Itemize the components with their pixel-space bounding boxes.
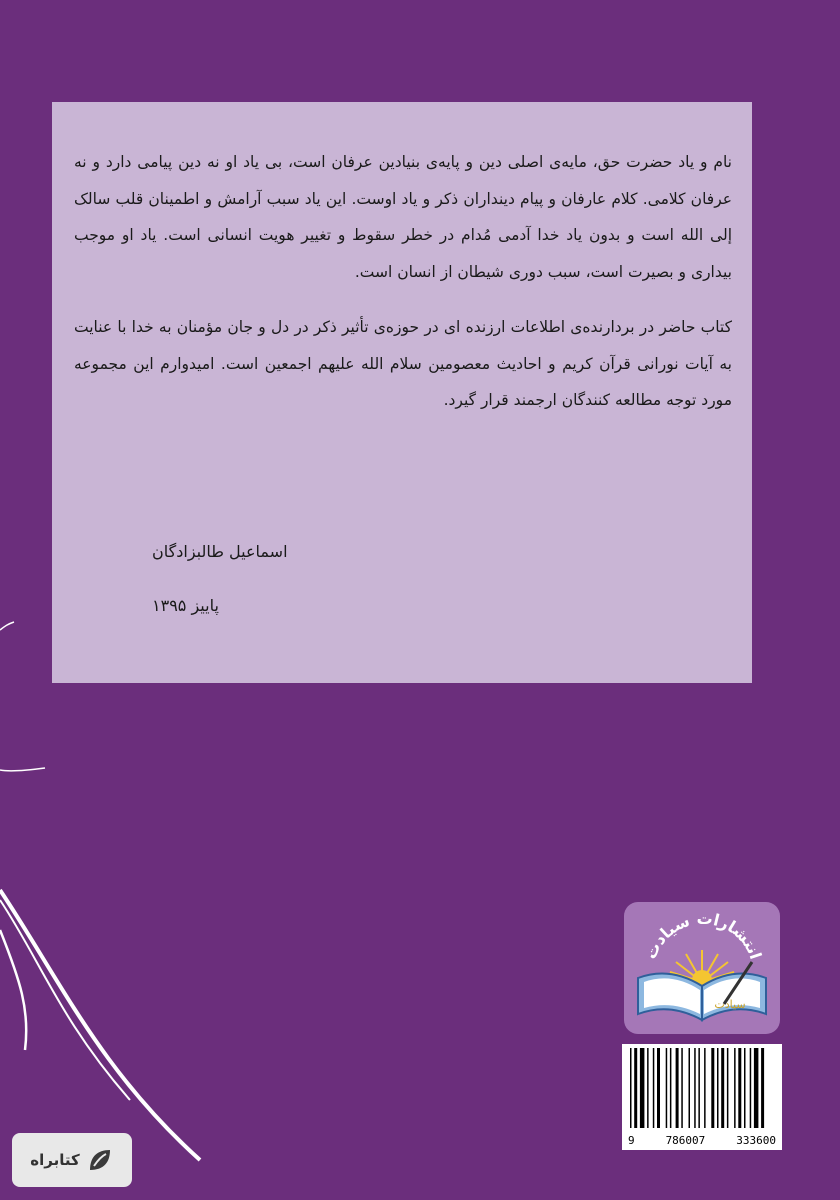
publisher-name: انتشارات سیادت bbox=[640, 908, 766, 962]
decorative-swirl bbox=[0, 600, 300, 1200]
ketabrah-watermark bbox=[12, 1133, 132, 1187]
barcode-digit-group-3: 333600 bbox=[736, 1134, 776, 1147]
author-signature: اسماعیل طالبزادگان bbox=[152, 542, 288, 561]
intro-paragraph: نام و یاد حضرت حق، مایه‌ی اصلی دین و پایه‌ی بنیادین عرفان است، بی یاد او نه دین پیامی دارد و نه عرفان کلامی. کلام عارفان و پیام دینداران ذکر و یاد اوست. این یاد سبب آرامش و اطمینان قلب سالک إلی الله است و بدون یاد خدا آدمی مُدام در خطر سقوط و تغییر هویت انسانی است. یاد او موجب بیداری و بصیرت است، سبب دوری شیطان از انسان است. bbox=[74, 153, 732, 281]
barcode-digit-group-1: 9 bbox=[628, 1134, 635, 1147]
barcode-number bbox=[622, 1134, 782, 1147]
book-description-paragraph: کتاب حاضر در بردارنده‌ی اطلاعات ارزنده ای در حوزه‌ی تأثیر ذکر در دل و جان مؤمنان به خدا با عنایت به آیات نورانی قرآن کریم و احادیث معصومین سلام الله علیهم اجمعین است. امیدوارم این مجموعه مورد توجه مطالعه کنندگان ارجمند قرار گیرد. bbox=[74, 318, 732, 409]
isbn-barcode bbox=[622, 1044, 782, 1150]
back-cover-text-panel bbox=[52, 102, 752, 683]
book-caption: سیادت bbox=[714, 998, 746, 1011]
barcode-bars bbox=[622, 1044, 782, 1134]
barcode-digit-group-2: 786007 bbox=[665, 1134, 706, 1147]
open-book-sunburst-pen-icon bbox=[624, 902, 780, 1034]
signature-date: پاییز ۱۳۹۵ bbox=[152, 596, 219, 615]
ketabrah-leaf-logo-icon bbox=[86, 1146, 114, 1174]
svg-text:انتشارات سیادت bbox=[641, 909, 766, 962]
publisher-logo bbox=[624, 902, 780, 1034]
ketabrah-label: کتابراه bbox=[30, 1151, 80, 1169]
